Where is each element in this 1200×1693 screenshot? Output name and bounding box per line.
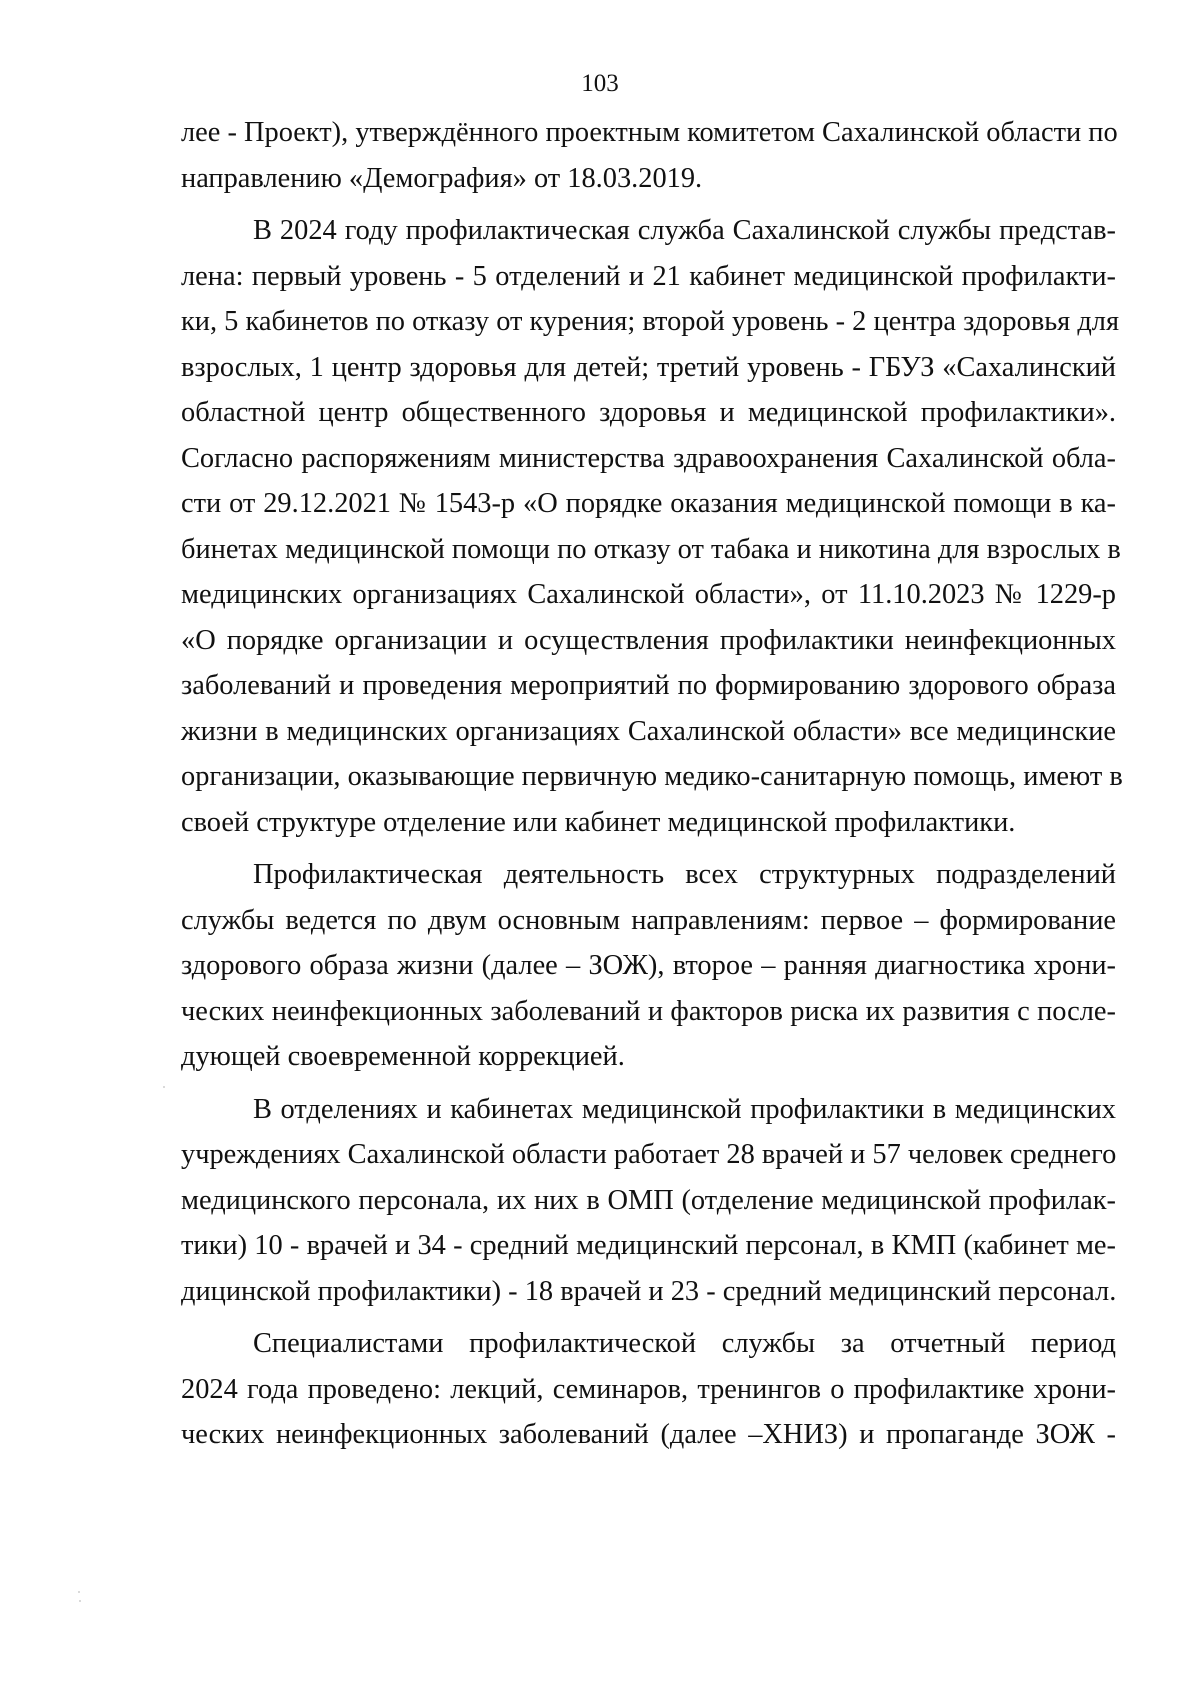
text-line: службы ведется по двум основным направлениям: первое – формирование (181, 904, 1116, 936)
text-line: В 2024 году профилактическая служба Сахалинской службы представ- (253, 215, 1116, 246)
text-line: организации, оказывающие первичную медико-санитарную помощь, имеют в (181, 761, 1123, 792)
text-line: ческих неинфекционных заболеваний (далее –ХНИЗ) и пропаганде ЗОЖ - (181, 1419, 1116, 1450)
text-line: дующей своевременной коррекцией. (181, 1041, 625, 1072)
text-line: тики) 10 - врачей и 34 - средний медицинский персонал, в КМП (кабинет ме- (181, 1230, 1116, 1261)
text-line: заболеваний и проведения мероприятий по формированию здорового образа (181, 670, 1116, 701)
text-line: бинетах медицинской помощи по отказу от табака и никотина для взрослых в (181, 533, 1121, 565)
text-line: учреждениях Сахалинской области работает 28 врачей и 57 человек среднего (181, 1139, 1117, 1170)
scan-speck (163, 1086, 165, 1088)
scan-speck (78, 1591, 80, 1593)
page-number: 103 (581, 70, 619, 97)
paragraph-2 (181, 208, 1123, 845)
text-line: В отделениях и кабинетах медицинской профилактики в медицинских (253, 1093, 1116, 1125)
text-line: медицинского персонала, их них в ОМП (отделение медицинской профилак- (181, 1184, 1116, 1216)
text-line: медицинских организациях Сахалинской области», от 11.10.2023 № 1229-р (181, 579, 1116, 610)
text-line: взрослых, 1 центр здоровья для детей; третий уровень - ГБУЗ «Сахалинский (181, 351, 1116, 383)
text-line: жизни в медицинских организациях Сахалинской области» все медицинские (181, 715, 1116, 747)
text-line: 2024 года проведено: лекций, семинаров, тренингов о профилактике хрони- (181, 1373, 1116, 1405)
text-line: Согласно распоряжениям министерства здравоохранения Сахалинской обла- (181, 442, 1116, 474)
text-line: лена: первый уровень - 5 отделений и 21 кабинет медицинской профилакти- (181, 260, 1116, 292)
text-line: ки, 5 кабинетов по отказу от курения; второй уровень - 2 центра здоровья для (181, 306, 1119, 337)
paragraph-1 (181, 110, 1116, 201)
text-line: «О порядке организации и осуществления профилактики неинфекционных (181, 624, 1116, 656)
text-line: сти от 29.12.2021 № 1543-р «О порядке оказания медицинской помощи в ка- (181, 488, 1116, 519)
text-line: лее - Проект), утверждённого проектным комитетом Сахалинской области по (181, 117, 1118, 148)
text-line: своей структуре отделение или кабинет медицинской профилактики. (181, 806, 1016, 838)
text-line: Специалистами профилактической службы за отчетный период (253, 1328, 1116, 1359)
text-line: ческих неинфекционных заболеваний и факторов риска их развития с после- (181, 995, 1116, 1027)
text-line: Профилактическая деятельность всех структурных подразделений (253, 859, 1116, 890)
paragraph-4 (181, 1087, 1116, 1315)
text-line: здорового образа жизни (далее – ЗОЖ), второе – ранняя диагностика хрони- (181, 950, 1116, 981)
paragraph-5 (181, 1321, 1116, 1458)
paragraph-3 (181, 852, 1116, 1080)
text-line: дицинской профилактики) - 18 врачей и 23 - средний медицинский персонал. (181, 1275, 1117, 1307)
scan-speck (79, 1600, 81, 1602)
text-line: направлению «Демография» от 18.03.2019. (181, 162, 703, 194)
text-line: областной центр общественного здоровья и медицинской профилактики». (181, 397, 1116, 428)
document-body (181, 110, 1123, 1458)
